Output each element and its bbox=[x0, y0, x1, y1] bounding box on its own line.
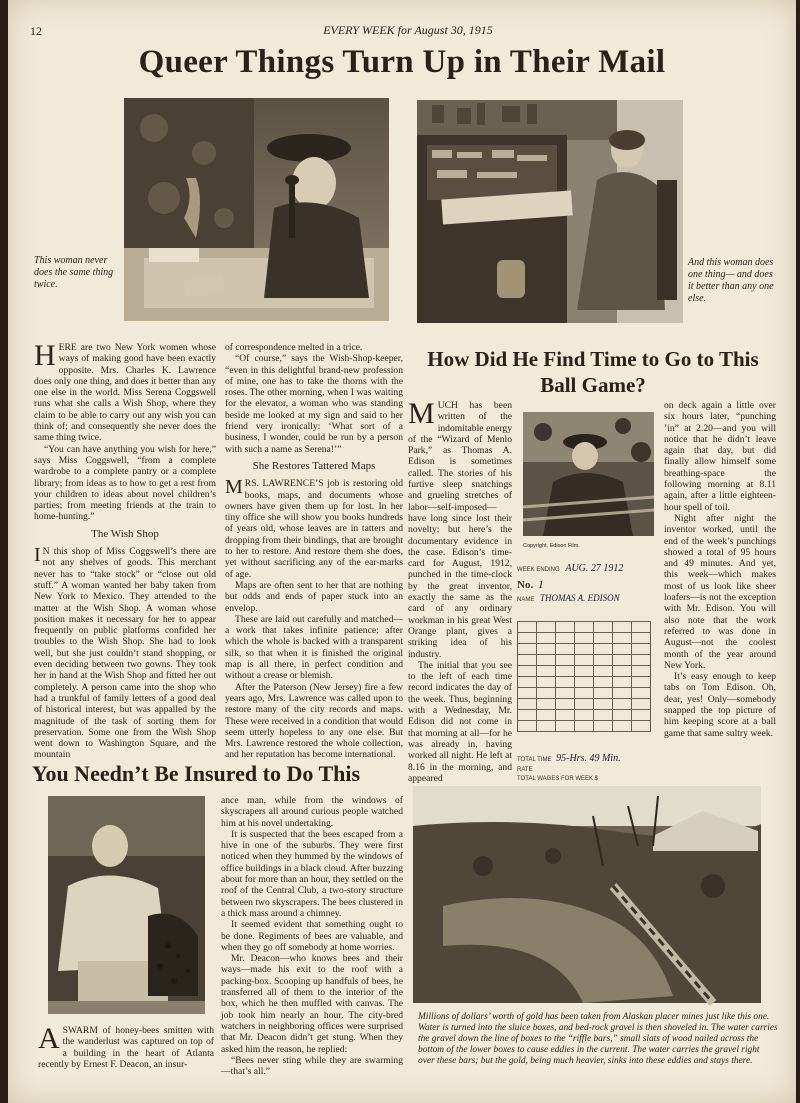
dropcap-h: H bbox=[34, 339, 56, 372]
card-name-value: THOMAS A. EDISON bbox=[540, 593, 620, 603]
article2-para2: The initial that you see to the left of each time record indicates the day of the week. Thus, beginning with a Wednesday, Mr. Edison did not come in that morning at all—for he was already in, having worked all night. He left at 8.16 in the morning, and appeared bbox=[408, 659, 512, 784]
magazine-page bbox=[8, 0, 796, 1103]
article1-para4: of correspondence melted in a trice. bbox=[225, 342, 363, 353]
article1-para9: After the Paterson (New Jersey) fire a few years ago, Mrs. Lawrence was called upon to restore many of the city records and maps. These were received in a condition that would seem utterly hopeless to any one else. But Mrs. Lawrence restored the whole collection, and her reputation has become international. bbox=[225, 681, 403, 761]
article3-para1: SWARM of honey-bees smitten with the wanderlust was captured on top of a building in the heart of Atlanta recently by Ernest F. Deacon, an insur- bbox=[38, 1025, 214, 1070]
photo-edison-ball-game bbox=[523, 412, 654, 536]
card-total-time bbox=[517, 753, 659, 764]
masthead: EVERY WEEK for August 30, 1915 bbox=[323, 23, 493, 37]
article3-para6: “Bees never sting while they are swarming—that’s all.” bbox=[221, 1054, 403, 1078]
article3-para3: It is suspected that the bees escaped from a hive in one of the suburbs. They were first noticed when they hummed by the windows of office buildings in a black cloud. After buzzing about for more than an hour, they settled on the roof of the Central Club, a two-story structure between two skyscrapers. The bees clustered in a thick mass around a chimney. bbox=[221, 828, 403, 919]
card-total-label: TOTAL TIME bbox=[517, 757, 552, 763]
card-number bbox=[517, 577, 544, 592]
subhead-tattered-maps: She Restores Tattered Maps bbox=[252, 459, 376, 472]
dropcap-m: M bbox=[225, 476, 243, 499]
dropcap-i: I bbox=[34, 544, 41, 567]
article1-para7: Maps are often sent to her that are nothing but odds and ends of paper stuck into an envelop. bbox=[225, 579, 403, 614]
article1-para3: N this shop of Miss Coggswell’s there are not any shelves of goods. This merchant never has to “take stock” or “close out old stuff.” A woman wanted her baby taken from New York to Mexico. They attended to the matter at the Wish Shop. A woman whose position makes it necessary for her to appear frequently on public platforms confided her troubles to the Wish Shop. She had to look well, but she just couldn’t stand shopping, or even deciding between two gowns. They took her in hand at the Wish Shop and fitted her out completely. A person came into the shop who had a trunkful of family letters of a good deal of historical interest, but was appalled by the magnitude of the task of sorting them for preservation. Some one from the Wish Shop went down to Washington Square, and the mountain bbox=[34, 546, 216, 761]
article3-column1 bbox=[38, 1022, 214, 1075]
article3-column2 bbox=[221, 795, 403, 1080]
photo-map-restorer-woman bbox=[417, 100, 683, 323]
caption-left: This woman never does the same thing twice. bbox=[34, 255, 114, 290]
card-week-ending-label: WEEK ENDING bbox=[517, 567, 560, 573]
card-no-label: No. bbox=[517, 579, 534, 591]
article-title-bees: You Needn’t Be Insured to Do This bbox=[32, 761, 361, 786]
article-title-ball-game: How Did He Find Time to Go to This Ball Game? bbox=[427, 347, 759, 397]
photo-credit-edison: Copyright, Edison Film. bbox=[523, 543, 580, 549]
article1-para6: RS. LAWRENCE’S job is restoring old books, maps, and documents whose owners have given them up for lost. In her tiny office she will show you books hundreds of years old, whose leaves are in tatters and dropping from their bindings, that are brought to her to restore. And restore them she does, yet without sacrificing any of the ear-marks of age. bbox=[225, 478, 403, 580]
page-header bbox=[30, 20, 786, 38]
card-rate: RATE bbox=[517, 767, 533, 773]
card-wages: TOTAL WAGES FOR WEEK $ bbox=[517, 776, 599, 782]
article1-para1: ERE are two New York women whose ways of making good have been exactly opposite. Mrs. Charles K. Lawrence does only one thing, and does it better than any one else in the world. Miss Serena Coggswell runs what she calls a Wish Shop, where they claim to be able to carry out any wish you can think of; and consequently she never does the same thing twice. bbox=[34, 342, 216, 444]
article2-para3: on deck again a little over six hours later, “punching ’in” at 2.20—and you will notice that he didn’t leave again that day, but did finally allow himself some breathing-space the following morning at 8.11 again, after a little eighteen-hour spell of toil. bbox=[664, 400, 776, 513]
article-title-mail: Queer Things Turn Up in Their Mail bbox=[138, 44, 666, 80]
article1-para8: These are laid out carefully and matched—a work that takes infinite patience; after which the whole is backed with a transparent silk, so that when it is finished the original map is all there, in perfect condition and without a crease or blemish. bbox=[225, 613, 403, 682]
article2-para5: It’s easy enough to keep tabs on Tom Edison. Oh, dear, yes! Only—somebody snapped the top picture of him keeping score at a ball game that same sultry week. bbox=[664, 671, 776, 739]
card-week-ending-value: AUG. 27 1912 bbox=[565, 563, 624, 574]
photo-wish-shop-woman bbox=[124, 98, 389, 321]
photo-placer-mine bbox=[413, 786, 761, 1003]
article1-column2 bbox=[225, 342, 403, 761]
article1-para2: “You can have anything you wish for here,” says Miss Coggswell, “from a complete wardrobe to a complete pantry or a complete library; from ideas as to how to get a rest from your children to ideas about novel children’s parties; from meeting friends at the train to home-hunting.” bbox=[34, 443, 216, 523]
card-no-value: 1 bbox=[537, 577, 544, 591]
photo-bee-keeper bbox=[48, 796, 205, 1014]
article2-column2 bbox=[664, 400, 776, 760]
article2-column1 bbox=[408, 397, 512, 784]
article1-para5: “Of course,” says the Wish-Shop-keeper, “even in this delightful brand-new profession of mine, one has to take the thorns with the roses. The other morning, when I was waiting for the elevator, a woman who was standing beside me looked at my sign and said to her friend very ironically: ‘What sort of a business, I wonder, could be run by a person with such a name as Serena!’” bbox=[225, 353, 403, 455]
card-punch-grid bbox=[517, 621, 651, 732]
article3-para4: It seemed evident that something ought to be done. Regiments of bees are valuable, and when they go off somebody at home worries. bbox=[221, 919, 403, 953]
card-name-label: NAME bbox=[517, 597, 535, 603]
article3-para2: ance man, while from the windows of skyscrapers all around curious people watched him at his novel undertaking. bbox=[221, 795, 403, 829]
mine-caption: Millions of dollars’ worth of gold has been taken from Alaskan placer mines just like this one. Water is turned into the sluice boxes, and bed-rock gravel is then shoveled in. The water carries the gravel down the line of boxes to the “riffle bars,” small slats of wood nailed across the bottom of the lower boxes to cause eddies in the current. The water carries the gravel right over these bars; but the gold, being much heavier, sinks into these eddies and stays there. bbox=[418, 1012, 778, 1066]
card-week-ending bbox=[517, 563, 659, 574]
article2-para1: UCH has been written of the indomitable energy of the “Wizard of Menlo Park,” as Thomas A. Edison is sometimes called. The stories of his furtive sleep snatchings and grueling stretches of labor—self-imposed—have long since lost their novelty; but here’s the documentary evidence in the case. Edison’s time-card for August, 1912, punched in the time-clock by the great inventor, exactly the same as the card of any ordinary workman in his great West Orange plant, gives a striking idea of his industry. bbox=[408, 400, 512, 660]
subhead-wish-shop: The Wish Shop bbox=[91, 527, 159, 540]
page-number: 12 bbox=[30, 24, 42, 38]
article3-para5: Mr. Deacon—who knows bees and their ways—made his exit to the roof with a packing-box. Scooping up handfuls of bees, he transferred all of them to the interior of the box, which he then muffled with canvas. The job took him nearly an hour. The city-bred watchers in neighboring offices were surprised that Mr. Deacon didn’t get stung. When they asked him the reason, he replied: bbox=[221, 953, 403, 1055]
article2-para4: Night after night the inventor worked, until the end of the week’s punchings showed a total of 95 hours and 49 minutes. And yet, this week—which makes most of us look like sheer loafers—is not the exception with Mr. Edison. You will also note that the work referred to was done in August—not the coolest month of the year around New York. bbox=[664, 512, 776, 671]
dropcap-m2: M bbox=[408, 397, 435, 430]
card-name bbox=[517, 593, 659, 603]
edison-time-card bbox=[517, 563, 659, 783]
card-total-value: 95-Hrs. 49 Min. bbox=[556, 753, 621, 764]
article1-column1 bbox=[34, 339, 216, 761]
dropcap-a: A bbox=[38, 1022, 60, 1055]
caption-right: And this woman does one thing— and does it better than any one else. bbox=[688, 257, 774, 304]
